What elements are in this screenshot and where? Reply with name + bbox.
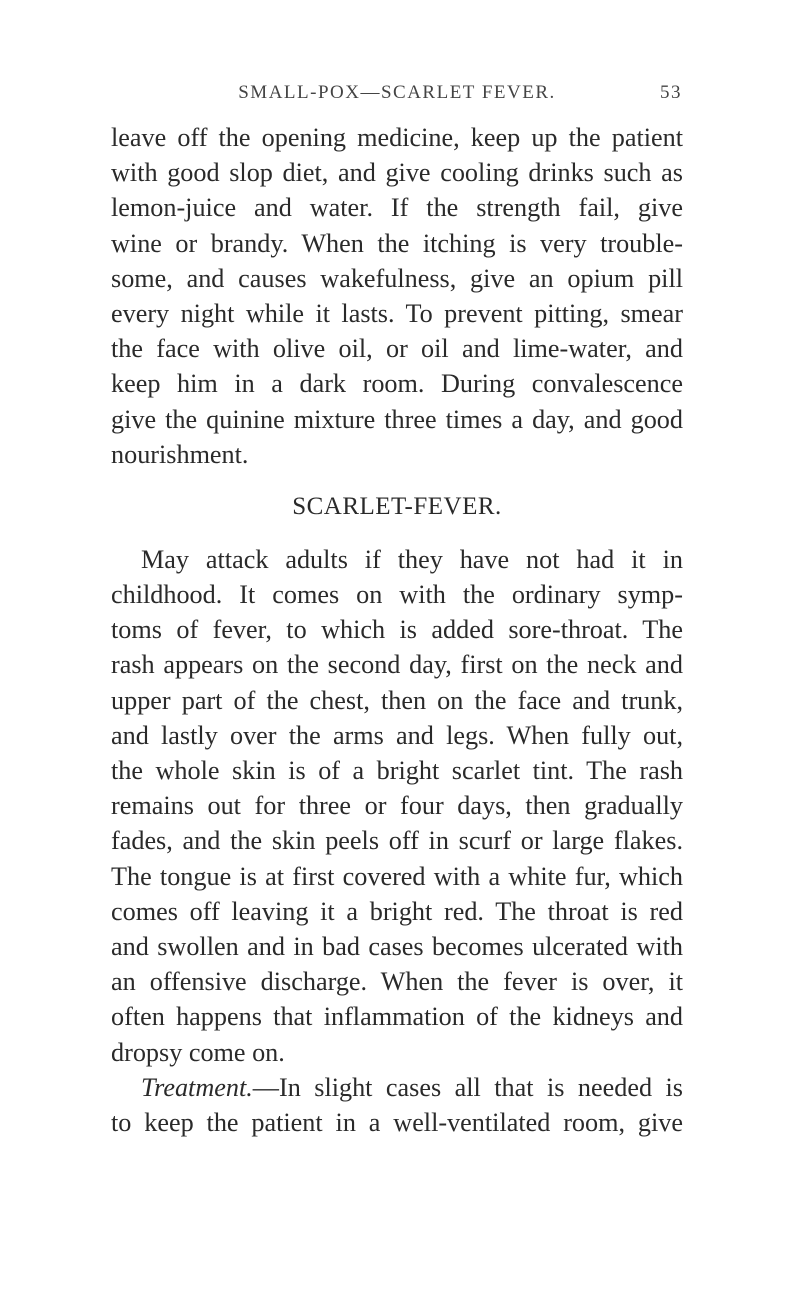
text-line: some, and causes wakefulness, give an opium pill <box>111 263 683 293</box>
text-line: with good slop diet, and give cooling drinks such as <box>111 158 683 188</box>
text-line: lemon-juice and water. If the strength fail, give <box>111 193 683 223</box>
text-line <box>111 1070 683 1105</box>
text-line: nourishment. <box>111 439 249 469</box>
text-line: The tongue is at first covered with a white fur, which <box>111 861 683 891</box>
page-number: 53 <box>660 82 682 103</box>
text-line: give the quinine mixture three times a day, and good <box>111 404 683 434</box>
running-head <box>112 82 682 110</box>
section-heading: SCARLET-FEVER. <box>292 492 502 520</box>
text-line: remains out for three or four days, then gradually <box>111 791 683 821</box>
running-head-title: SMALL-POX—SCARLET FEVER. <box>238 82 556 103</box>
text-line: rash appears on the second day, first on the neck and <box>111 650 683 680</box>
text-line: every night while it lasts. To prevent pitting, smear <box>111 298 683 328</box>
paragraph-smallpox-treatment <box>111 120 683 472</box>
text-line: dropsy come on. <box>111 1037 285 1067</box>
text-line: and lastly over the arms and legs. When fully out, <box>111 720 683 750</box>
text-line: often happens that inflammation of the kidneys and <box>111 1002 683 1032</box>
text-line: an offensive discharge. When the fever is over, it <box>111 967 683 997</box>
text-line: keep him in a dark room. During convalescence <box>111 369 683 399</box>
text-run: —In slight cases all that is needed is <box>252 1072 683 1102</box>
paragraph-scarlet-fever-treatment <box>111 1070 683 1140</box>
treatment-lead-in: Treatment. <box>141 1072 253 1102</box>
text-line: to keep the patient in a well-ventilated room, give <box>111 1107 683 1137</box>
text-line: the whole skin is of a bright scarlet tint. The rash <box>111 756 683 785</box>
text-line: comes off leaving it a bright red. The throat is red <box>111 896 683 926</box>
paragraph-scarlet-fever-description <box>111 542 683 1070</box>
text-line: wine or brandy. When the itching is very trouble- <box>111 228 683 258</box>
text-line: and swollen and in bad cases becomes ulcerated with <box>111 931 683 961</box>
text-line: leave off the opening medicine, keep up the patient <box>111 123 683 152</box>
text-line: May attack adults if they have not had it in <box>141 544 683 574</box>
text-line: fades, and the skin peels off in scurf or large flakes. <box>111 826 683 856</box>
text-line: upper part of the chest, then on the face and trunk, <box>111 685 683 715</box>
text-line: childhood. It comes on with the ordinary symp- <box>111 580 683 610</box>
text-line: toms of fever, to which is added sore-throat. The <box>111 615 683 645</box>
text-line: the face with olive oil, or oil and lime-water, and <box>111 334 683 364</box>
body-text <box>111 120 683 1140</box>
